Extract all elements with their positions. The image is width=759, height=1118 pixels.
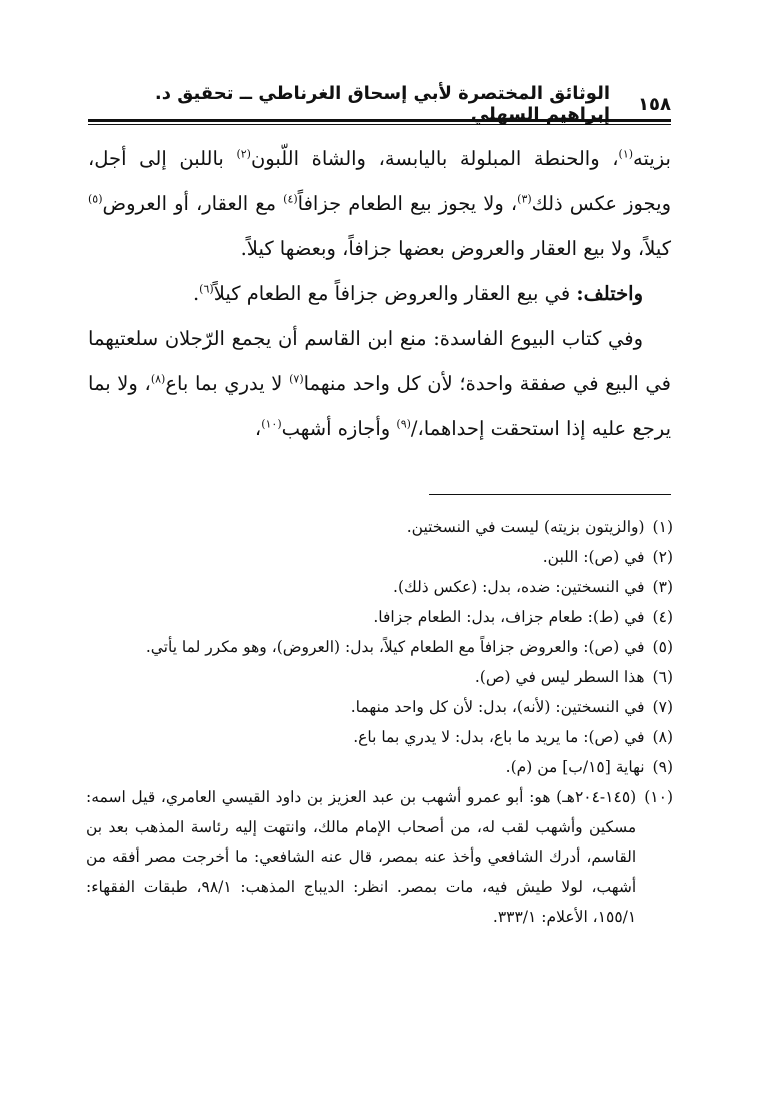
paragraph-3 bbox=[88, 316, 671, 451]
footnote-ref: (٥) bbox=[88, 192, 103, 206]
paragraph-2 bbox=[88, 271, 671, 316]
footnote-item bbox=[86, 722, 673, 752]
text-run: بزيته bbox=[633, 147, 671, 170]
footnote-item bbox=[86, 692, 673, 722]
footnote-item bbox=[86, 512, 673, 542]
text-run: ، والحنطة المبلولة باليابسة، والشاة اللّبون bbox=[250, 147, 619, 170]
footnote-text: (١٤٥-٢٠٤هـ) هو: أبو عمرو أشهب بن عبد العزيز بن داود القيسي العامري، قيل اسمه: مسكين وأشهب لقب له، من أصحاب الإمام مالك، وانتهت إليه رئاسة المذهب بعد بن القاسم، أدرك الشافعي وأخذ عنه بمصر، قال عنه الشافعي: ما أخرجت مصر أفقه من أشهب، لولا طيش فيه، مات بمصر. انظر: الديباج المذهب: ٩٨/١، طبقات الفقهاء: ١٥٥/١، الأعلام: ٣٣٣/١. bbox=[86, 788, 637, 926]
footnote-text: نهاية [١٥/ب] من (م). bbox=[505, 758, 645, 776]
bold-lead-word: واختلف: bbox=[576, 282, 643, 305]
footnote-text: في (ص): والعروض جزافاً مع الطعام كيلاً، بدل: (العروض)، وهو مكرر لما يأتي. bbox=[145, 638, 645, 656]
footnote-text: في (ص): اللبن. bbox=[542, 548, 645, 566]
page-number: ١٥٨ bbox=[638, 93, 671, 115]
footnote-number: (٧) bbox=[652, 698, 673, 716]
footnote-ref: (٦) bbox=[199, 282, 214, 296]
footnote-text: في النسختين: (لأنه)، بدل: لأن كل واحد منهما. bbox=[350, 698, 645, 716]
footnote-number: (٨) bbox=[652, 728, 673, 746]
footnote-ref: (١٠) bbox=[261, 417, 282, 431]
footnote-ref: (٩) bbox=[396, 417, 411, 431]
text-run: وأجازه أشهب bbox=[281, 417, 397, 440]
main-text bbox=[88, 136, 671, 451]
running-header bbox=[88, 83, 671, 125]
text-run: وفي كتاب البيوع الفاسدة: منع ابن القاسم أن يجمع الرّجلان سلعتيهما في البيع في صفقة واحدة؛ لأن كل واحد منهما bbox=[88, 327, 671, 395]
footnote-ref: (٤) bbox=[283, 192, 298, 206]
footnote-number: (٤) bbox=[652, 608, 673, 626]
text-run: . bbox=[192, 282, 200, 305]
footnote-ref: (٣) bbox=[517, 192, 532, 206]
footnote-number: (٩) bbox=[652, 758, 673, 776]
footnote-text: (والزيتون بزيته) ليست في النسختين. bbox=[406, 518, 645, 536]
text-run: ، ولا يجوز بيع الطعام جزافاً bbox=[297, 192, 518, 215]
footnote-ref: (٢) bbox=[236, 147, 251, 161]
running-title: الوثائق المختصرة لأبي إسحاق الغرناطي ــ تحقيق د. إبراهيم السهلي bbox=[154, 83, 611, 125]
text-run: كيلاً، ولا بيع العقار والعروض بعضها جزافاً، وبعضها كيلاً. bbox=[240, 237, 671, 260]
text-run: ، ولا بما يرجع عليه إذا استحقت إحداهما،/ bbox=[88, 372, 671, 440]
footnote-number: (٣) bbox=[652, 578, 673, 596]
footnote-number: (٢) bbox=[652, 548, 673, 566]
footnote-number: (١) bbox=[652, 518, 673, 536]
footnote-number: (٦) bbox=[652, 668, 673, 686]
footnote-item bbox=[86, 782, 673, 932]
footnote-item bbox=[86, 662, 673, 692]
footnote-ref: (٨) bbox=[150, 372, 166, 386]
footnote-text: في (ص): ما يريد ما باع، بدل: لا يدري بما باع. bbox=[353, 728, 645, 746]
text-run: لا يدري بما باع bbox=[165, 372, 290, 395]
text-run: مع العقار، أو العروض bbox=[102, 192, 284, 215]
footnote-item bbox=[86, 572, 673, 602]
footnotes bbox=[86, 512, 673, 932]
paragraph-1 bbox=[88, 136, 671, 271]
footnote-text: في النسختين: ضده، بدل: (عكس ذلك). bbox=[393, 578, 645, 596]
footnote-ref: (١) bbox=[618, 147, 634, 161]
footnote-divider bbox=[429, 494, 671, 495]
footnote-number: (١٠) bbox=[644, 788, 673, 806]
footnote-item bbox=[86, 542, 673, 572]
footnote-text: في (ط): طعام جزاف، بدل: الطعام جزافا. bbox=[373, 608, 645, 626]
footnote-ref: (٧) bbox=[289, 372, 304, 386]
footnote-item bbox=[86, 752, 673, 782]
text-run: في بيع العقار والعروض جزافاً مع الطعام كيلاً bbox=[213, 282, 577, 305]
footnote-text: هذا السطر ليس في (ص). bbox=[474, 668, 645, 686]
footnote-item bbox=[86, 632, 673, 662]
footnote-item bbox=[86, 602, 673, 632]
footnote-number: (٥) bbox=[652, 638, 673, 656]
text-run: باللبن إلى أجل، ويجوز عكس ذلك bbox=[88, 147, 671, 215]
header-rule bbox=[88, 119, 671, 125]
text-run: ، bbox=[254, 417, 262, 440]
